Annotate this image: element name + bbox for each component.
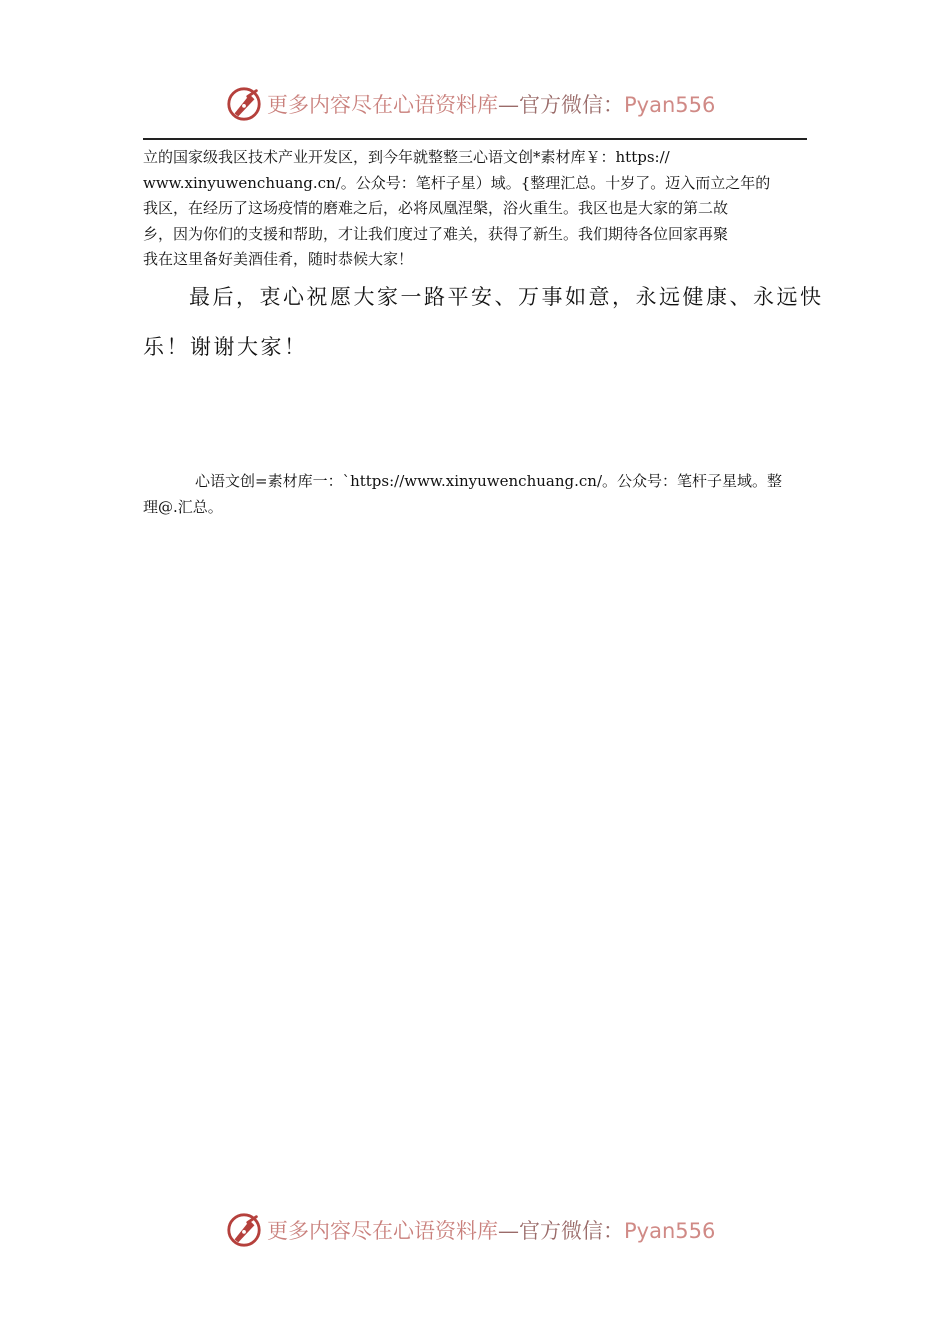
watermark-line: 心语文创=素材库一：`https://www.xinyuwenchuang.cn/。公众号：笔杆子星域。整 <box>195 472 782 490</box>
banner-main-text: 更多内容尽在心语资料库 <box>267 1219 498 1243</box>
paragraph-line: 立的国家级我区技术产业开发区，到今年就整整三心语文创*素材库￥：https:// <box>143 148 670 166</box>
closing-line: 最后，衷心祝愿大家一路平安、万事如意，永远健康、永远快 <box>189 285 824 309</box>
header-divider <box>143 138 807 140</box>
paragraph-line: 我区，在经历了这场疫情的磨难之后，必将凤凰涅槃，浴火重生。我区也是大家的第二故 <box>143 199 729 217</box>
header-banner <box>225 82 745 126</box>
closing-paragraph <box>143 272 824 372</box>
banner-wechat-label: —官方微信： <box>498 93 624 117</box>
watermark-line: 理@.汇总。 <box>143 497 223 516</box>
closing-line: 乐！谢谢大家！ <box>143 335 308 359</box>
body-paragraph <box>143 145 807 273</box>
banner-main-text: 更多内容尽在心语资料库 <box>267 93 498 117</box>
pen-nib-logo-icon <box>225 1211 263 1249</box>
pen-nib-logo-icon <box>225 85 263 123</box>
paragraph-line: 我在这里备好美酒佳肴，随时恭候大家！ <box>143 250 414 268</box>
paragraph-line: www.xinyuwenchuang.cn/。公众号：笔杆子星）域。{整理汇总。十岁了。迈入而立之年的 <box>143 173 771 192</box>
watermark-paragraph <box>143 469 807 520</box>
banner-wechat-id: Pyan556 <box>624 93 716 117</box>
header-banner-text <box>267 89 715 119</box>
footer-banner <box>225 1208 745 1252</box>
footer-banner-text <box>267 1215 715 1245</box>
banner-wechat-label: —官方微信： <box>498 1219 624 1243</box>
paragraph-line: 乡，因为你们的支援和帮助，才让我们度过了难关，获得了新生。我们期待各位回家再聚 <box>143 224 729 243</box>
banner-wechat-id: Pyan556 <box>624 1219 716 1243</box>
